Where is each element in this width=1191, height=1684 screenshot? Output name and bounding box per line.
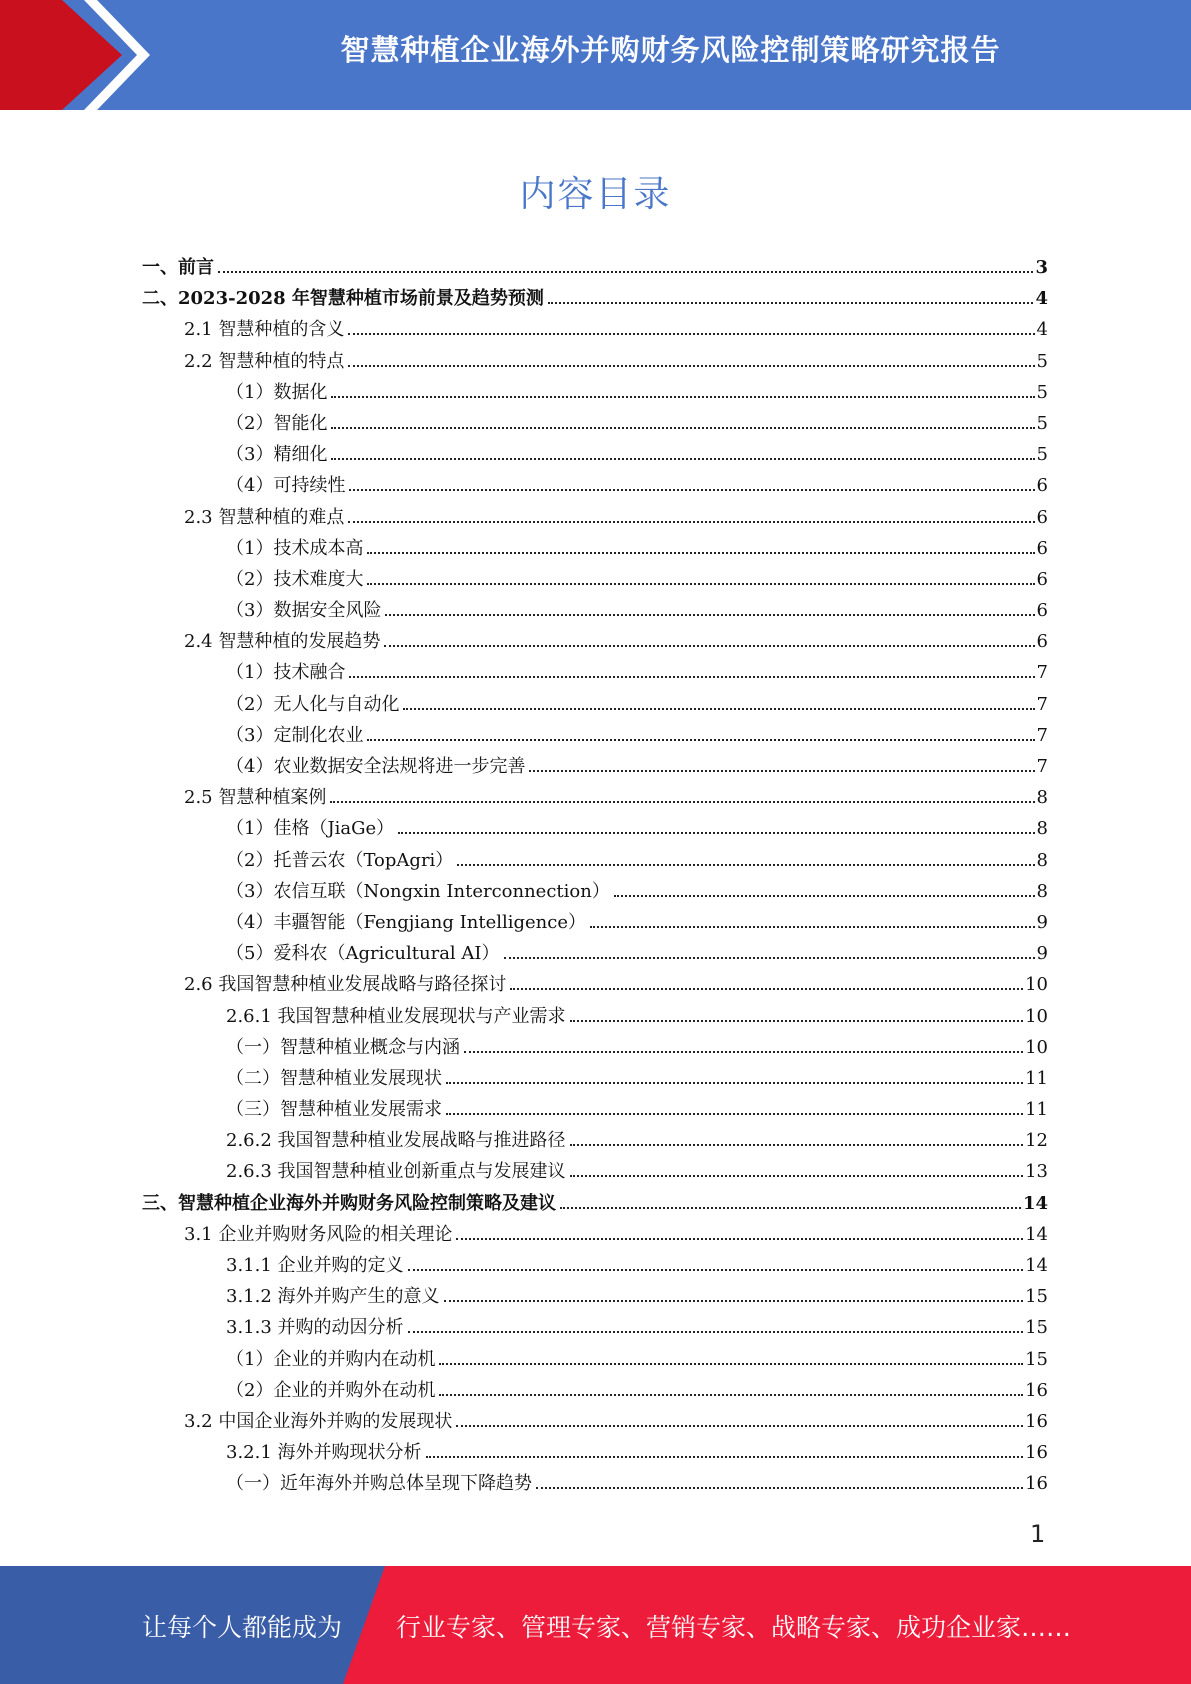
toc-entry-page: 8 — [1036, 849, 1048, 871]
toc-dot-leader — [367, 583, 1034, 585]
toc-dot-leader — [590, 926, 1035, 928]
toc-entry[interactable] — [142, 939, 1048, 970]
toc-entry-page: 9 — [1036, 911, 1048, 933]
toc-entry[interactable] — [142, 1376, 1048, 1407]
toc-dot-leader — [464, 1051, 1023, 1053]
toc-entry-page: 3 — [1035, 257, 1048, 278]
toc-entry-page: 7 — [1036, 693, 1048, 715]
toc-entry-page: 8 — [1036, 880, 1048, 902]
toc-entry-label: 2.5 智慧种植案例 — [184, 787, 327, 809]
toc-entry[interactable] — [142, 1157, 1048, 1188]
toc-entry-label: 3.1.3 并购的动因分析 — [226, 1317, 404, 1339]
toc-entry[interactable] — [142, 1345, 1048, 1376]
toc-entry-label: （三）智慧种植业发展需求 — [226, 1099, 442, 1121]
toc-entry[interactable] — [142, 970, 1048, 1001]
toc-entry-label: 2.2 智慧种植的特点 — [184, 350, 345, 372]
toc-entry[interactable] — [142, 1313, 1048, 1344]
toc-entry[interactable] — [142, 534, 1048, 565]
toc-entry-label: 2.6.2 我国智慧种植业发展战略与推进路径 — [226, 1130, 566, 1152]
toc-entry[interactable] — [142, 440, 1048, 471]
toc-entry-page: 10 — [1025, 974, 1048, 996]
toc-entry-label: （2）托普云农（TopAgri） — [226, 849, 454, 871]
toc-dot-leader — [331, 427, 1034, 429]
toc-entry-label: （2）无人化与自动化 — [226, 693, 400, 715]
toc-entry[interactable] — [142, 783, 1048, 814]
toc-dot-leader — [456, 1425, 1023, 1427]
toc-entry-label: 2.4 智慧种植的发展趋势 — [184, 631, 381, 653]
page-number: 1 — [1030, 1520, 1046, 1548]
toc-entry-label: （4）农业数据安全法规将进一步完善 — [226, 756, 526, 777]
toc-entry-label: （一）近年海外并购总体呈现下降趋势 — [226, 1473, 532, 1495]
toc-dot-leader — [330, 801, 1034, 803]
toc-entry-page: 11 — [1025, 1067, 1048, 1089]
toc-entry-page: 12 — [1025, 1130, 1048, 1152]
toc-entry[interactable] — [142, 1438, 1048, 1469]
toc-entry[interactable] — [142, 1189, 1048, 1220]
toc-entry[interactable] — [142, 690, 1048, 721]
toc-entry-page: 5 — [1036, 412, 1048, 434]
toc-dot-leader — [348, 365, 1034, 367]
toc-dot-leader — [385, 614, 1034, 616]
table-of-contents — [142, 253, 1048, 1501]
toc-entry-label: 3.1.1 企业并购的定义 — [226, 1255, 404, 1276]
toc-entry-page: 13 — [1025, 1161, 1048, 1183]
toc-entry-label: （3）农信互联（Nongxin Interconnection） — [226, 880, 610, 902]
toc-dot-leader — [504, 957, 1035, 959]
document-title: 智慧种植企业海外并购财务风险控制策略研究报告 — [340, 33, 1001, 67]
toc-entry-label: 2.6 我国智慧种植业发展战略与路径探讨 — [184, 974, 507, 996]
toc-heading: 内容目录 — [519, 174, 672, 215]
toc-dot-leader — [548, 302, 1034, 304]
toc-entry-page: 5 — [1036, 350, 1048, 372]
toc-dot-leader — [331, 396, 1034, 398]
toc-entry-label: （3）精细化 — [226, 444, 328, 466]
toc-entry[interactable] — [142, 1064, 1048, 1095]
toc-entry[interactable] — [142, 471, 1048, 502]
toc-entry-label: （4）可持续性 — [226, 475, 346, 497]
toc-entry-label: （5）爱科农（Agricultural AI） — [226, 943, 500, 965]
toc-entry[interactable] — [142, 846, 1048, 877]
toc-dot-leader — [446, 1113, 1023, 1115]
toc-dot-leader — [218, 271, 1033, 273]
toc-dot-leader — [408, 1331, 1024, 1333]
toc-entry-page: 11 — [1025, 1099, 1048, 1121]
toc-dot-leader — [398, 832, 1034, 834]
toc-entry-label: （2）技术难度大 — [226, 568, 364, 590]
toc-entry-page: 5 — [1036, 381, 1048, 403]
toc-entry[interactable] — [142, 1469, 1048, 1500]
toc-entry[interactable] — [142, 627, 1048, 658]
toc-entry-label: （3）数据安全风险 — [226, 600, 382, 622]
toc-entry[interactable] — [142, 565, 1048, 596]
toc-entry-page: 10 — [1025, 1036, 1048, 1058]
toc-dot-leader — [439, 1394, 1023, 1396]
toc-entry-label: 3.2 中国企业海外并购的发展现状 — [184, 1410, 453, 1432]
toc-entry-label: 三、智慧种植企业海外并购财务风险控制策略及建议 — [142, 1192, 556, 1214]
toc-entry-page: 6 — [1036, 631, 1048, 653]
toc-entry[interactable] — [142, 284, 1048, 315]
toc-entry-label: （4）丰疆智能（Fengjiang Intelligence） — [226, 911, 586, 933]
toc-entry-page: 6 — [1036, 568, 1048, 590]
toc-dot-leader — [403, 708, 1034, 710]
toc-dot-leader — [570, 1175, 1024, 1177]
toc-entry[interactable] — [142, 658, 1048, 689]
toc-dot-leader — [457, 864, 1034, 866]
toc-entry-label: （1）数据化 — [226, 381, 328, 403]
footer-slogan-right: 行业专家、管理专家、营销专家、战略专家、成功企业家…… — [396, 1613, 1072, 1642]
toc-dot-leader — [614, 895, 1035, 897]
toc-dot-leader — [439, 1363, 1023, 1365]
toc-entry-label: （1）技术成本高 — [226, 537, 364, 559]
toc-dot-leader — [570, 1020, 1024, 1022]
toc-entry[interactable] — [142, 1251, 1048, 1282]
toc-entry-label: 二、2023-2028 年智慧种植市场前景及趋势预测 — [142, 288, 544, 310]
toc-entry[interactable] — [142, 908, 1048, 939]
toc-entry-label: 2.3 智慧种植的难点 — [184, 506, 345, 528]
toc-entry-page: 14 — [1025, 1255, 1048, 1276]
page-header — [0, 0, 1191, 110]
toc-entry-page: 7 — [1036, 756, 1048, 777]
toc-entry-page: 4 — [1035, 288, 1048, 310]
toc-entry-page: 14 — [1025, 1223, 1048, 1245]
toc-entry-page: 4 — [1036, 319, 1048, 341]
toc-dot-leader — [384, 645, 1034, 647]
toc-entry-page: 7 — [1036, 724, 1048, 746]
toc-entry-page: 15 — [1025, 1348, 1048, 1370]
toc-entry-page: 16 — [1025, 1442, 1048, 1464]
toc-entry[interactable] — [142, 752, 1048, 783]
toc-dot-leader — [408, 1269, 1024, 1271]
toc-entry-page: 15 — [1025, 1317, 1048, 1339]
toc-entry[interactable] — [142, 503, 1048, 534]
toc-entry[interactable] — [142, 253, 1048, 284]
toc-entry[interactable] — [142, 596, 1048, 627]
toc-entry-label: （3）定制化农业 — [226, 724, 364, 746]
toc-entry[interactable] — [142, 1095, 1048, 1126]
toc-entry[interactable] — [142, 1282, 1048, 1313]
toc-entry-page: 16 — [1025, 1379, 1048, 1401]
toc-entry-page: 7 — [1036, 662, 1048, 684]
toc-entry[interactable] — [142, 1126, 1048, 1157]
toc-dot-leader — [510, 988, 1023, 990]
toc-dot-leader — [349, 489, 1034, 491]
toc-entry[interactable] — [142, 1407, 1048, 1438]
toc-dot-leader — [348, 333, 1034, 335]
toc-entry-page: 6 — [1036, 475, 1048, 497]
toc-dot-leader — [367, 739, 1034, 741]
toc-dot-leader — [456, 1238, 1023, 1240]
toc-entry-label: 一、前言 — [142, 257, 214, 278]
toc-entry-label: （1）技术融合 — [226, 662, 346, 684]
toc-entry[interactable] — [142, 814, 1048, 845]
toc-entry-page: 14 — [1022, 1192, 1048, 1214]
toc-entry[interactable] — [142, 347, 1048, 378]
toc-entry-label: （2）企业的并购外在动机 — [226, 1379, 436, 1401]
toc-entry[interactable] — [142, 1002, 1048, 1033]
toc-dot-leader — [529, 770, 1034, 772]
toc-dot-leader — [560, 1207, 1021, 1209]
toc-dot-leader — [331, 458, 1034, 460]
toc-dot-leader — [367, 552, 1034, 554]
toc-entry-page: 6 — [1036, 537, 1048, 559]
toc-entry[interactable] — [142, 1220, 1048, 1251]
toc-entry-page: 6 — [1036, 600, 1048, 622]
toc-entry-page: 6 — [1036, 506, 1048, 528]
toc-entry-label: 3.1.2 海外并购产生的意义 — [226, 1286, 440, 1308]
toc-entry-page: 8 — [1036, 818, 1048, 840]
toc-entry-label: 3.1 企业并购财务风险的相关理论 — [184, 1223, 453, 1245]
toc-dot-leader — [536, 1487, 1023, 1489]
toc-entry[interactable] — [142, 877, 1048, 908]
toc-entry-page: 16 — [1025, 1410, 1048, 1432]
toc-entry-page: 8 — [1036, 787, 1048, 809]
toc-entry[interactable] — [142, 409, 1048, 440]
toc-entry-label: （1）企业的并购内在动机 — [226, 1348, 436, 1370]
toc-dot-leader — [349, 676, 1034, 678]
toc-entry-label: 2.6.1 我国智慧种植业发展现状与产业需求 — [226, 1005, 566, 1027]
toc-entry[interactable] — [142, 378, 1048, 409]
page-footer — [0, 1566, 1191, 1684]
toc-entry-page: 10 — [1025, 1005, 1048, 1027]
toc-entry-label: 3.2.1 海外并购现状分析 — [226, 1442, 422, 1464]
toc-dot-leader — [444, 1300, 1024, 1302]
toc-entry[interactable] — [142, 1033, 1048, 1064]
toc-entry-label: 2.6.3 我国智慧种植业创新重点与发展建议 — [226, 1161, 566, 1183]
toc-dot-leader — [348, 521, 1034, 523]
toc-entry-label: 2.1 智慧种植的含义 — [184, 319, 345, 341]
toc-entry-label: （1）佳格（JiaGe） — [226, 818, 395, 840]
toc-entry-label: （2）智能化 — [226, 412, 328, 434]
toc-entry-page: 9 — [1036, 943, 1048, 965]
toc-entry[interactable] — [142, 721, 1048, 752]
toc-dot-leader — [570, 1144, 1024, 1146]
toc-entry-label: （二）智慧种植业发展现状 — [226, 1067, 442, 1089]
footer-slogan-left: 让每个人都能成为 — [142, 1613, 343, 1642]
toc-entry[interactable] — [142, 315, 1048, 346]
toc-entry-label: （一）智慧种植业概念与内涵 — [226, 1036, 460, 1058]
toc-dot-leader — [446, 1082, 1023, 1084]
toc-entry-page: 5 — [1036, 444, 1048, 466]
toc-entry-page: 15 — [1025, 1286, 1048, 1308]
toc-entry-page: 16 — [1025, 1473, 1048, 1495]
toc-dot-leader — [426, 1456, 1024, 1458]
